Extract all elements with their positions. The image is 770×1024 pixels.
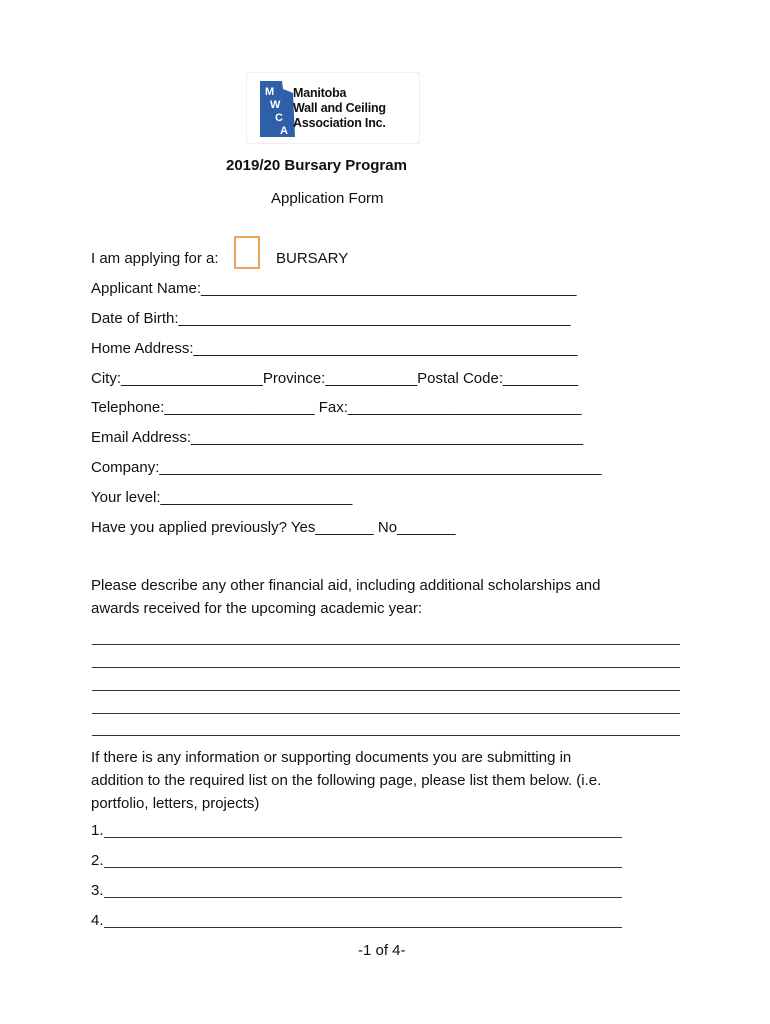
financial-aid-answer-line[interactable] [92, 735, 680, 736]
document-item-number: 1. [91, 822, 104, 839]
svg-text:C: C [275, 112, 283, 124]
applicant-name-field[interactable]: Applicant Name:_____________________________________________ [91, 280, 577, 297]
your-level-field[interactable]: Your level:_______________________ [91, 489, 353, 506]
logo-name-line-1: Manitoba [293, 86, 347, 100]
document-item-line[interactable] [104, 927, 622, 928]
financial-aid-answer-line[interactable] [92, 690, 680, 691]
association-name [293, 86, 386, 131]
document-item-number: 2. [91, 852, 104, 869]
association-logo [246, 72, 420, 144]
document-item-line[interactable] [104, 837, 622, 838]
logo-name-line-3: Association Inc. [293, 116, 386, 130]
document-item-number: 3. [91, 882, 104, 899]
city-province-postal-field[interactable]: City:_________________Province:___________Postal Code:_________ [91, 370, 579, 387]
form-subtitle: Application Form [271, 190, 384, 207]
home-address-field[interactable]: Home Address:______________________________________________ [91, 340, 578, 357]
financial-aid-answer-line[interactable] [92, 644, 680, 645]
financial-aid-answer-line[interactable] [92, 713, 680, 714]
financial-aid-prompt-line-1: Please describe any other financial aid, including additional scholarships and [91, 577, 601, 594]
documents-prompt-line-1: If there is any information or supporting documents you are submitting in [91, 749, 572, 766]
manitoba-province-icon [257, 79, 297, 139]
financial-aid-answer-line[interactable] [92, 667, 680, 668]
svg-text:A: A [280, 125, 288, 137]
applying-label: I am applying for a: [91, 250, 219, 267]
document-item-line[interactable] [104, 867, 622, 868]
page-number: -1 of 4- [358, 942, 406, 959]
date-of-birth-field[interactable]: Date of Birth:_______________________________________________ [91, 310, 571, 327]
telephone-fax-field[interactable]: Telephone:__________________ Fax:____________________________ [91, 399, 582, 416]
applied-previously-field[interactable]: Have you applied previously? Yes_______ No_______ [91, 519, 456, 536]
company-field[interactable]: Company:_____________________________________________________ [91, 459, 602, 476]
bursary-option-label: BURSARY [276, 250, 349, 267]
svg-text:M: M [265, 86, 275, 98]
documents-prompt-line-3: portfolio, letters, projects) [91, 795, 260, 812]
svg-text:W: W [270, 99, 281, 111]
form-title: 2019/20 Bursary Program [226, 157, 407, 174]
documents-prompt-line-2: addition to the required list on the following page, please list them below. (i.e. [91, 772, 602, 789]
bursary-checkbox[interactable] [234, 236, 260, 269]
logo-name-line-2: Wall and Ceiling [293, 101, 386, 115]
financial-aid-prompt-line-2: awards received for the upcoming academic year: [91, 600, 422, 617]
email-address-field[interactable]: Email Address:_______________________________________________ [91, 429, 584, 446]
document-item-line[interactable] [104, 897, 622, 898]
document-item-number: 4. [91, 912, 104, 929]
